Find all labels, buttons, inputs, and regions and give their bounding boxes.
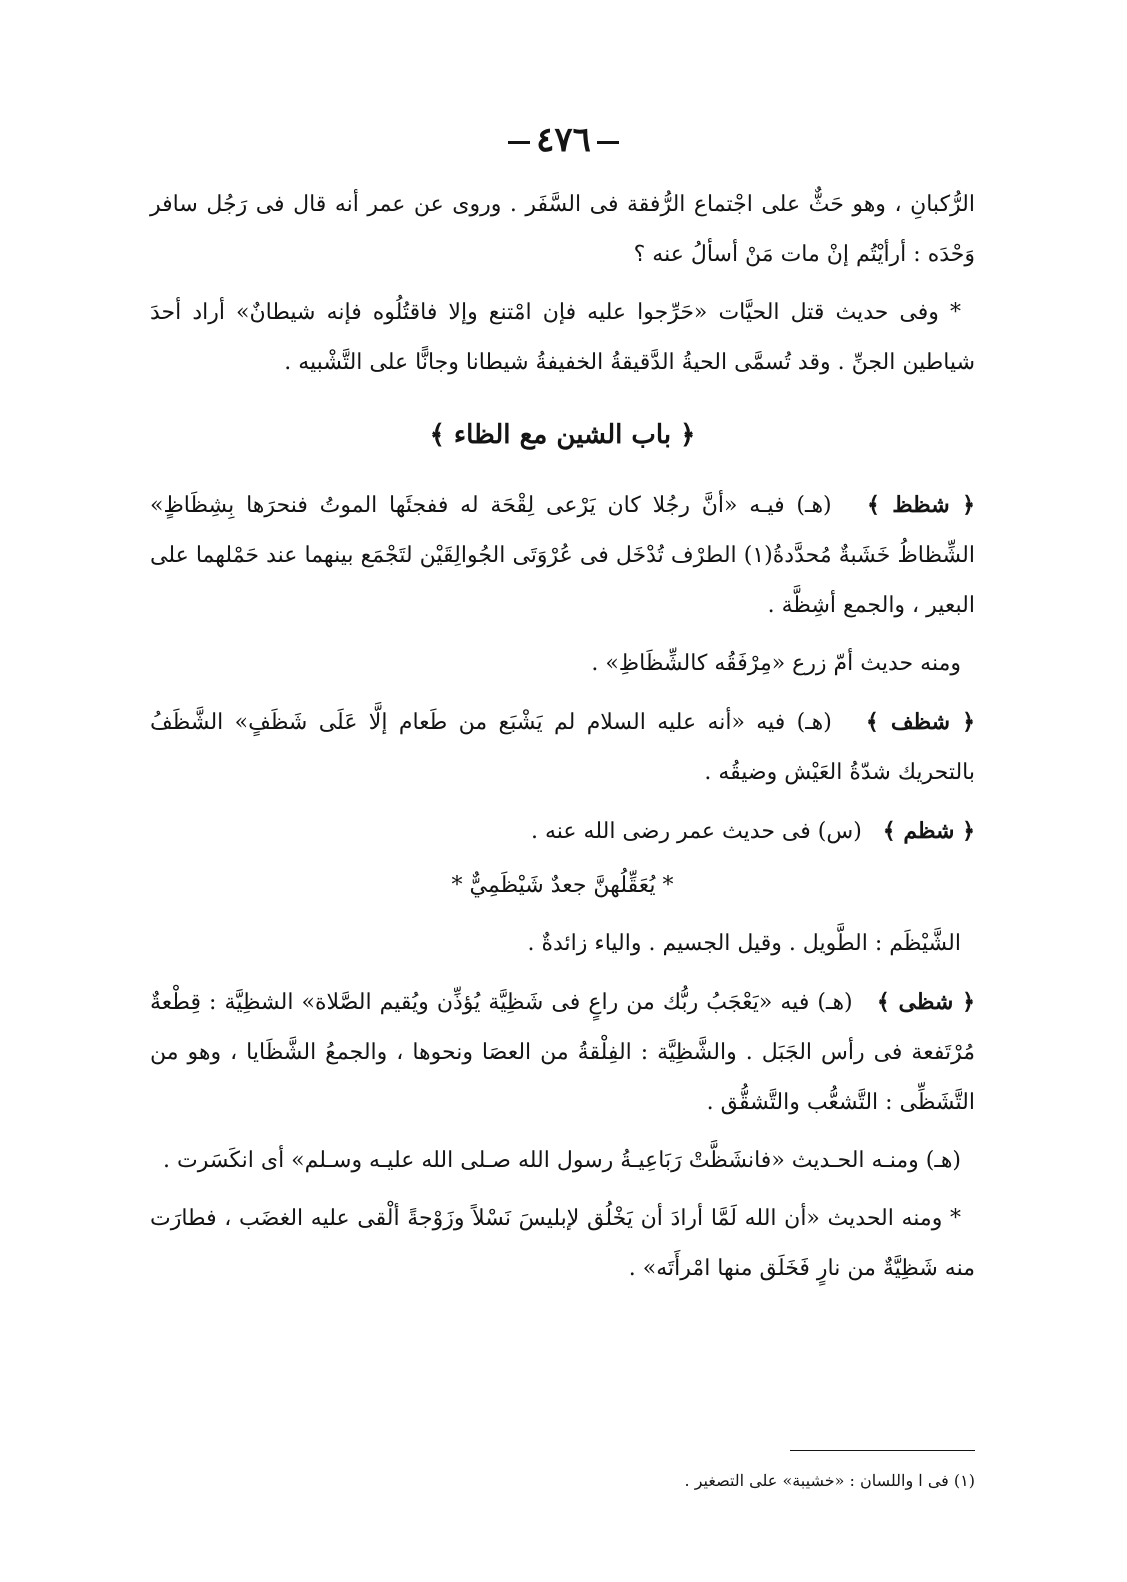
page-number-dash-left <box>597 141 619 144</box>
entry-text-shizaz: (هـ) فيـه «أنَّ رجُلا كان يَرْعى لِقْحَة له ففجئَها الموتُ فنحرَها بِشِظَاظٍ» الشِّظاظُ خَشَبةٌ مُحدَّدةُ(١) الطرْف تُدْخَل فى عُرْوَتَى الجُوالِقَيْن لتَجْمَع بينهما عند حَمْلهما على البعير ، والجمع أشِظَّة . <box>150 493 975 618</box>
section-title: ﴿ باب الشين مع الظاء ﴾ <box>429 420 696 450</box>
page-number-text: ٤٧٦ <box>536 120 591 160</box>
page-body <box>150 180 975 1302</box>
entry-text-shaza: (هـ) فيه «يَعْجَبُ ربُّك من راعٍ فى شَظِيَّة يُؤذِّن ويُقيم الصَّلاة» الشظِيَّة : قِطْعةٌ مُرْتَفعة فى رأس الجَبَل . والشَّظِيَّة : الفِلْقةُ من العصَا ونحوها ، والجمعُ الشَّظَايا ، وهو من التَّشَظِّى : التَّشعُّب والتَّشقُّق . <box>150 990 975 1115</box>
paragraph-rabaiya: (هـ) ومنـه الحـديث «فانشَظَّتْ رَبَاعِيـةُ رسول الله صـلى الله عليـه وسـلم» أى انكَسَرت . <box>163 1148 961 1173</box>
entry-head-shizaz: ﴿ شظظ ﴾ <box>866 492 975 518</box>
paragraph-iblis: * ومنه الحديث «أن الله لَمَّا أرادَ أن يَخْلُق لإبليسَ نَسْلاً وزَوْجةً ألْقى عليه الغضَب ، فطارَت منه شَظِيَّةٌ من نارٍ فَخَلَق منها امْرأَتَه» . <box>150 1206 975 1281</box>
footnote: (١) فى ا واللسان : «خشيبة» على التصغير . <box>684 1471 975 1490</box>
paragraph-snakes-hadith: * وفى حديث قتل الحيَّات «حَرِّجوا عليه فإن امْتنع وإلا فاقتُلُوه فإنه شيطانٌ» أراد أحدَ شياطين الجنِّ . وقد تُسمَّى الحيةُ الدَّقيقةُ الخفيفةُ شيطانا وجانًّا على التَّشْبيه . <box>150 300 975 375</box>
entry-head-shaza: ﴿ شظى ﴾ <box>876 989 976 1015</box>
entry-shaza <box>150 977 975 1128</box>
paragraph-umm-zar: ومنه حديث أمّ زرع «مِرْفَقُه كالشِّظَاظِ» . <box>591 651 961 676</box>
page-number <box>0 118 1127 162</box>
paragraph-shayzam: الشَّيْظَم : الطَّويل . وقيل الجسيم . والياء زائدةٌ . <box>527 931 961 956</box>
entry-shizaz <box>150 480 975 631</box>
paragraph-rukban: الرُّكبانِ ، وهو حَثٌّ على اجْتماع الرُّفقة فى السَّفَر . وروى عن عمر أنه قال فى رَجُل سافر وَحْدَه : أرأيْتُم إنْ مات مَنْ أسألُ عنه ؟ <box>150 192 975 267</box>
entry-text-shazam: (س) فى حديث عمر رضى الله عنه . <box>531 819 862 844</box>
entry-shazaf <box>150 697 975 798</box>
footnote-divider <box>790 1450 975 1451</box>
entry-text-shazaf: (هـ) فيه «أنه عليه السلام لم يَشْبَع من طَعام إلَّا عَلَى شَظَفٍ» الشَّظَفُ بالتحريك شدّةُ العَيْش وضيقُه . <box>150 710 975 785</box>
page-number-dash-right <box>508 141 530 144</box>
entry-shazam <box>150 806 975 857</box>
entry-head-shazaf: ﴿ شظف ﴾ <box>865 709 976 735</box>
verse-line: * يُعَقِّلُهنَّ جعدٌ شَيْظَمِيٌّ * <box>451 873 674 898</box>
entry-head-shazam: ﴿ شظم ﴾ <box>882 818 975 844</box>
